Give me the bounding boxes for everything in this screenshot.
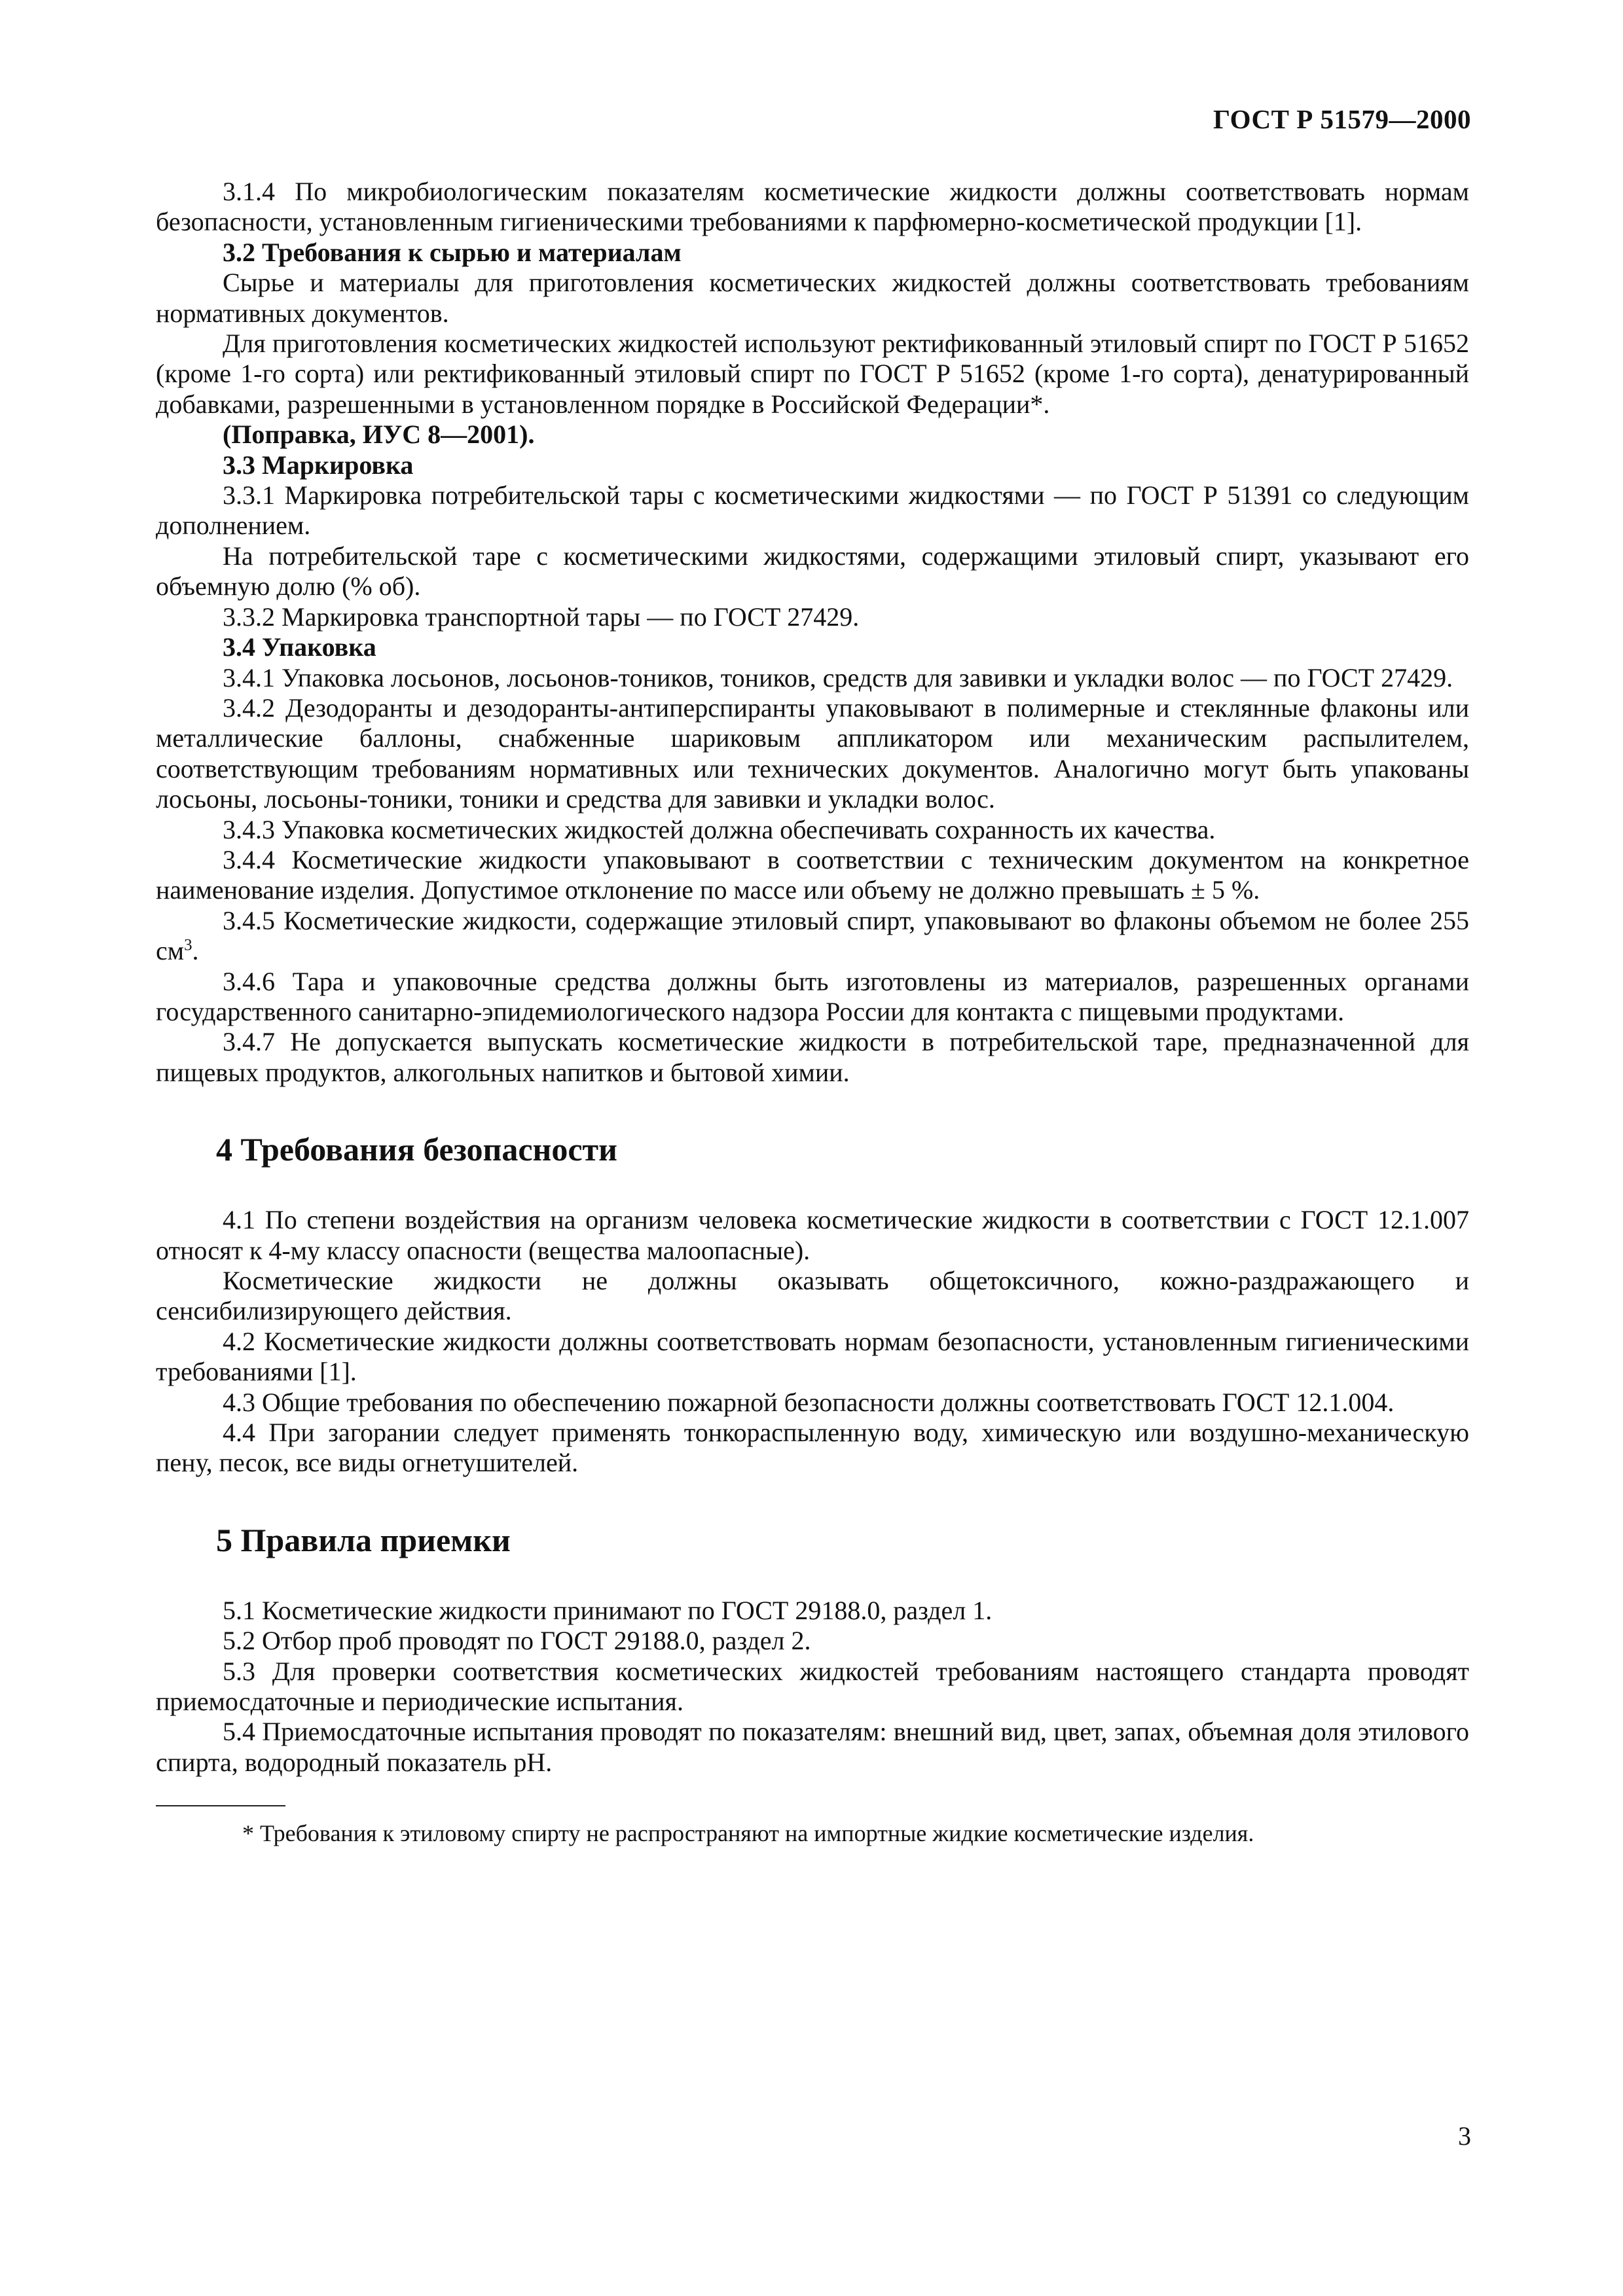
subsection-heading-3-2: 3.2 Требования к сырью и материалам bbox=[223, 237, 682, 267]
paragraph-5-2: 5.2 Отбор проб проводят по ГОСТ 29188.0, раздел 2. bbox=[223, 1626, 811, 1656]
subsection-heading-3-4: 3.4 Упаковка bbox=[223, 632, 376, 662]
page-number: 3 bbox=[1458, 2121, 1471, 2151]
amendment-note: (Поправка, ИУС 8—2001). bbox=[223, 420, 535, 450]
paragraph-4-1: 4.1 По степени воздействия на организм человека косметические жидкости в соответствии с ГОСТ 12.1.007 относят к 4-му классу опасности (вещества малоопасные). bbox=[156, 1205, 1469, 1265]
paragraph-5-1: 5.1 Косметические жидкости принимают по ГОСТ 29188.0, раздел 1. bbox=[223, 1595, 993, 1625]
paragraph-3-4-5 bbox=[156, 906, 1469, 967]
document-code-header: ГОСТ Р 51579—2000 bbox=[1213, 104, 1471, 134]
document-body bbox=[156, 177, 1469, 1848]
paragraph-4-3: 4.3 Общие требования по обеспечению пожарной безопасности должны соответствовать ГОСТ 12.1.004. bbox=[223, 1387, 1395, 1417]
paragraph-3-4-2: 3.4.2 Дезодоранты и дезодоранты-антиперспиранты упаковывают в полимерные и стеклянные флаконы или металлические баллоны, снабженные шариковым аппликатором или механическим распылителем, соответствующим требованиям нормативных или технических документов. Аналогично могут быть упакованы лосьоны, лосьоны-тоники, тоники и средства для завивки и укладки волос. bbox=[156, 692, 1469, 814]
paragraph-5-4: 5.4 Приемосдаточные испытания проводят по показателям: внешний вид, цвет, запах, объемная доля этилового спирта, водородный показатель рН. bbox=[156, 1717, 1469, 1777]
paragraph-3-4-6: 3.4.6 Тара и упаковочные средства должны быть изготовлены из материалов, разрешенных органами государственного санитарно-эпидемиологического надзора России для контакта с пищевыми продуктами. bbox=[156, 966, 1469, 1026]
paragraph-3-3-1: 3.3.1 Маркировка потребительской тары с косметическими жидкостями — по ГОСТ Р 51391 со следующим дополнением. bbox=[156, 480, 1469, 541]
paragraph-3-1-4: 3.1.4 По микробиологическим показателям косметические жидкости должны соответствовать нормам безопасности, установленным гигиеническими требованиями к парфюмерно-косметической продукции [1]. bbox=[156, 177, 1469, 237]
section-heading-5: 5 Правила приемки bbox=[216, 1521, 511, 1558]
paragraph-3-2-a: Сырье и материалы для приготовления косметических жидкостей должны соответствовать требованиям нормативных документов. bbox=[156, 268, 1469, 328]
paragraph-3-4-4: 3.4.4 Косметические жидкости упаковывают в соответствии с техническим документом на конкретное наименование изделия. Допустимое отклонение по массе или объему не должно превышать ± 5 %. bbox=[156, 844, 1469, 905]
paragraph-3-3-1-b: На потребительской таре с косметическими жидкостями, содержащими этиловый спирт, указывают его объемную долю (% об). bbox=[156, 541, 1469, 601]
paragraph-3-4-5-end: . bbox=[192, 936, 199, 966]
paragraph-3-2-b: Для приготовления косметических жидкостей используют ректификованный этиловый спирт по ГОСТ Р 51652 (кроме 1-го сорта) или ректификованный этиловый спирт по ГОСТ Р 51652 (кроме 1-го сорта), денатурированный добавками, разрешенными в установленном порядке в Российской Федерации*. bbox=[156, 329, 1469, 419]
footnote-divider bbox=[156, 1805, 285, 1806]
section-heading-4: 4 Требования безопасности bbox=[216, 1131, 617, 1168]
paragraph-5-3: 5.3 Для проверки соответствия косметических жидкостей требованиям настоящего стандарта проводят приемосдаточные и периодические испытания. bbox=[156, 1656, 1469, 1717]
paragraph-4-2: 4.2 Косметические жидкости должны соответствовать нормам безопасности, установленным гигиеническими требованиями [1]. bbox=[156, 1326, 1469, 1387]
paragraph-3-3-2: 3.3.2 Маркировка транспортной тары — по ГОСТ 27429. bbox=[223, 601, 860, 632]
paragraph-3-4-1: 3.4.1 Упаковка лосьонов, лосьонов-тоников, тоников, средств для завивки и укладки волос — по ГОСТ 27429. bbox=[223, 662, 1453, 692]
subsection-heading-3-3: 3.3 Маркировка bbox=[223, 450, 414, 480]
paragraph-3-4-5-text: 3.4.5 Косметические жидкости, содержащие этиловый спирт, упаковывают во флаконы объемом не более 255 см bbox=[156, 905, 1469, 966]
cubic-superscript: 3 bbox=[184, 936, 192, 954]
paragraph-4-4: 4.4 При загорании следует применять тонкораспыленную воду, химическую или воздушно-механическую пену, песок, все виды огнетушителей. bbox=[156, 1418, 1469, 1478]
paragraph-3-4-3: 3.4.3 Упаковка косметических жидкостей должна обеспечивать сохранность их качества. bbox=[223, 814, 1216, 844]
footnote: * Требования к этиловому спирту не распространяют на импортные жидкие косметические изделия. bbox=[242, 1820, 1254, 1847]
paragraph-3-4-7: 3.4.7 Не допускается выпускать косметические жидкости в потребительской таре, предназначенной для пищевых продуктов, алкогольных напитков и бытовой химии. bbox=[156, 1027, 1469, 1087]
paragraph-4-1-b: Косметические жидкости не должны оказывать общетоксичного, кожно-раздражающего и сенсибилизирующего действия. bbox=[156, 1266, 1469, 1326]
